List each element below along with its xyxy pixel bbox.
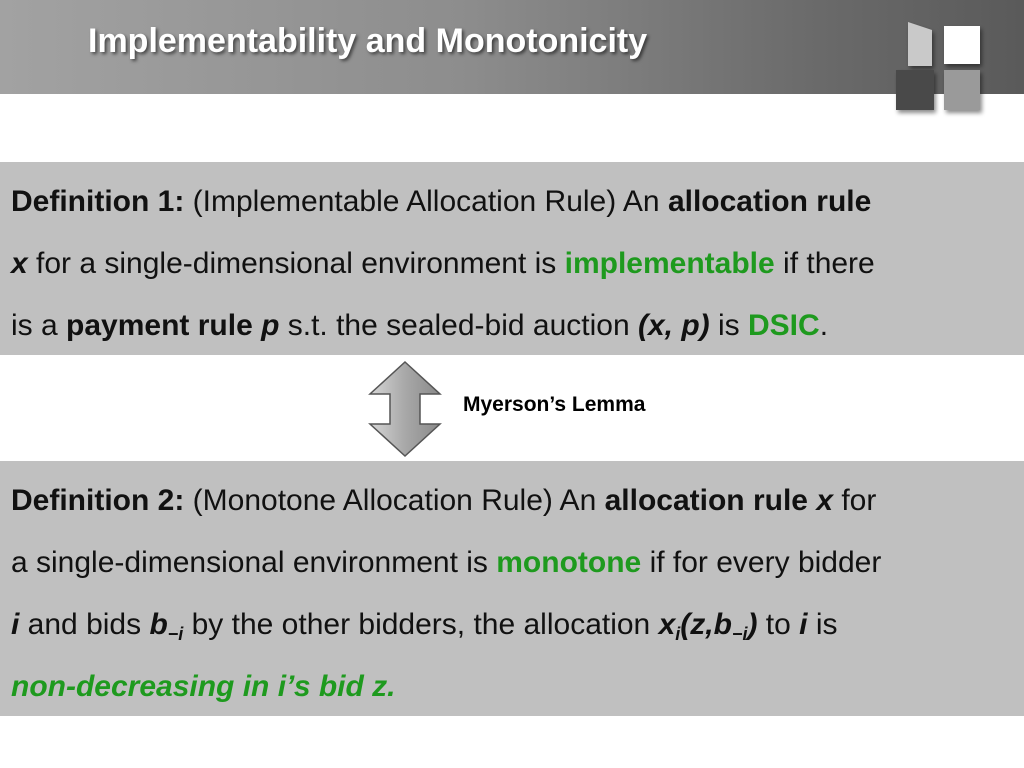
text-segment: . bbox=[819, 309, 829, 342]
symbol-b: b bbox=[149, 608, 168, 641]
double-arrow-icon bbox=[368, 360, 442, 458]
term-payment-rule: payment rule bbox=[66, 309, 262, 342]
definition-1-line-2 bbox=[11, 242, 1014, 304]
text-segment: to bbox=[757, 608, 800, 641]
symbol-x-p: (x, p) bbox=[637, 309, 710, 342]
subscript-i: i bbox=[675, 624, 681, 644]
symbol-i: i bbox=[11, 608, 20, 641]
symbol-p: p bbox=[261, 309, 280, 342]
text-segment: if there bbox=[774, 247, 875, 280]
term-dsic: DSIC bbox=[748, 309, 820, 342]
symbol-i: i bbox=[799, 608, 808, 641]
text-segment: by the other bidders, the allocation bbox=[183, 608, 659, 641]
definition-1-label: Definition 1: bbox=[11, 185, 185, 218]
myersons-lemma-label: Myerson’s Lemma bbox=[463, 393, 646, 416]
text-segment: for bbox=[833, 484, 877, 517]
definition-2-label: Definition 2: bbox=[11, 484, 185, 517]
header-bar bbox=[0, 0, 1024, 94]
text-segment: (Implementable Allocation Rule) An bbox=[192, 185, 668, 218]
term-monotone: monotone bbox=[496, 546, 642, 579]
term-non-decreasing: non-decreasing in i’s bid z. bbox=[11, 670, 396, 703]
text-segment: is a bbox=[11, 309, 67, 342]
term-allocation-rule: allocation rule bbox=[604, 484, 817, 517]
symbol-x: x bbox=[658, 608, 676, 641]
symbol-close-paren: ) bbox=[747, 608, 758, 641]
subscript-minus-i: −i bbox=[731, 624, 748, 644]
text-segment: a single-dimensional environment is bbox=[11, 546, 497, 579]
symbol-z-b: (z,b bbox=[680, 608, 732, 641]
definition-1-line-1 bbox=[11, 180, 1014, 242]
definition-2-line-4 bbox=[11, 665, 1014, 727]
definition-2-line-2 bbox=[11, 541, 1014, 603]
text-segment: is bbox=[807, 608, 838, 641]
definition-2-line-3 bbox=[11, 603, 1014, 665]
definition-1-box bbox=[0, 162, 1024, 355]
term-implementable: implementable bbox=[564, 247, 775, 280]
text-segment: is bbox=[709, 309, 748, 342]
term-allocation-rule: allocation rule bbox=[667, 185, 872, 218]
definition-1-line-3 bbox=[11, 304, 1014, 366]
definition-2-box bbox=[0, 461, 1024, 716]
slide-title: Implementability and Monotonicity bbox=[88, 22, 648, 60]
text-segment: and bids bbox=[19, 608, 150, 641]
subscript-minus-i: −i bbox=[167, 624, 184, 644]
definition-2-line-1 bbox=[11, 479, 1014, 541]
text-segment: (Monotone Allocation Rule) An bbox=[192, 484, 605, 517]
text-segment: if for every bidder bbox=[641, 546, 882, 579]
symbol-x: x bbox=[11, 247, 28, 280]
text-segment: for a single-dimensional environment is bbox=[27, 247, 565, 280]
text-segment: s.t. the sealed-bid auction bbox=[279, 309, 638, 342]
symbol-x: x bbox=[816, 484, 833, 517]
